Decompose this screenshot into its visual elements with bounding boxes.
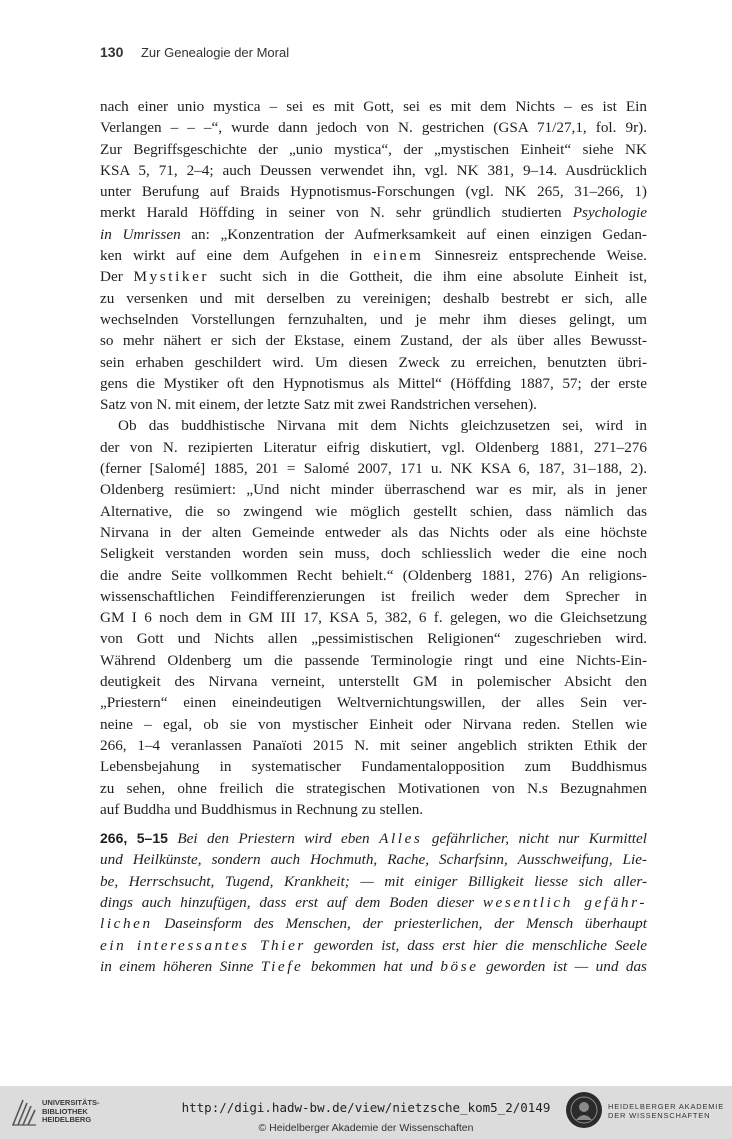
text-line: wechselnden Vorstellungen fernzuhalten, und je mehr ihm dieses gelingt, um [100,310,647,328]
text-line: Alternative, die so zwingend wie möglich gestellt schien, dass nämlich das [100,502,647,520]
text-line: Während Oldenberg um die passende Terminologie ringt und eine Nichts-Ein- [100,651,647,669]
text-line: Lebensbejahung in systematischer Fundamentalopposition zum Buddhismus [100,758,647,776]
text-line: gens die Mystiker oft den Hypnotismus als Mittel“ (Höffding 1887, 57; der erste [100,374,647,392]
text-line: und Heilkünste, sondern auch Hochmuth, Rache, Scharfsinn, Ausschweifung, Lie- [100,851,647,869]
text-line: neine – egal, ob sie von mystischer Einheit oder Nirvana reden. Stellen wie [100,715,647,733]
academy-seal-icon [566,1092,602,1128]
text-line [100,245,647,266]
text-line: Zur Begriffsgeschichte der „unio mystica“, der „mystischen Einheit“ siehe NK [100,140,647,158]
text-line [100,913,647,934]
spaced-emphasis: lichen [100,915,153,933]
main-text [100,96,647,977]
digitization-footer [0,1086,732,1139]
text-segment: geworden ist, dass erst hier die menschliche Seele [305,936,647,954]
text-line: be, Herrschsucht, Tugend, Krankheit; — mit einiger Billigkeit liesse sich aller- [100,872,647,890]
text-line: zu sehen, ohne freilich die strategischen Motivationen von N.s Bezugnahmen [100,779,647,797]
running-header [100,44,660,60]
text-line: zu versenken und mit derselben zu vereinigen; deshalb bestrebt er sich, alle [100,289,647,307]
spaced-emphasis: Tiefe [260,957,304,975]
text-segment: dings auch hinzufügen, dass erst auf dem Boden dieser [100,893,483,911]
text-line: von Gott und Nichts allen „pessimistischen Religionen“ zugeschrieben wird. [100,630,647,648]
text-line: Verlangen – – –“, wurde dann jedoch von N. gestrichen (GSA 71/27,1, fol. 9r). [100,119,647,137]
text-line: wissenschaftlichen Feindifferenzierungen ist freilich weder dem Sprecher in [100,587,647,605]
text-line: KSA 5, 71, 2–4; auch Deussen verwendet ihn, vgl. NK 381, 9–14. Ausdrücklich [100,161,647,179]
logo-text-line: BIBLIOTHEK [42,1106,88,1116]
spaced-emphasis: böse [440,957,479,975]
text-line: Nirvana in der alten Gemeinde entweder als das Nichts oder als eine höchste [100,523,647,541]
text-segment: merkt Harald Höffding in seiner von N. sehr gründlich studierten [100,204,573,222]
spaced-emphasis: Mystiker [133,268,210,286]
text-line: unter Berufung auf Braids Hypnotismus-Forschungen (vgl. NK 265, 31–266, 1) [100,183,647,201]
logo-text-line: HEIDELBERG [42,1115,92,1124]
text-line: sein erhaben geschildert wird. Um diesen Zweck zu erreichen, benutzten übri- [100,353,647,371]
text-line: nach einer unio mystica – sei es mit Gott, sei es mit dem Nichts – es ist Ein [100,98,647,115]
text-segment: gefährlicher, nicht nur Kurmittel [422,830,647,848]
text-line: die andre Seite vollkommen Recht behielt.“ (Oldenberg 1881, 276) An religions- [100,566,647,584]
text-line: Oldenberg resümiert: „Und nicht minder überraschend war es mir, als in jener [100,481,647,499]
commentary-entry [100,828,647,977]
text-segment: Sinnesreiz entsprechende Weise. [423,247,647,265]
academy-logo [566,1092,732,1134]
book-title-emphasis: in Umrissen [100,225,181,243]
text-segment: geworden ist — und das [478,957,647,975]
logo-text-line: HEIDELBERGER AKADEMIE [608,1102,724,1111]
text-line [100,935,647,956]
text-line: der von N. rezipierten Literatur eifrig diskutiert, vgl. Oldenberg 1881, 271–276 [100,438,647,456]
text-segment: bekommen hat und [303,957,441,975]
text-line: deutigkeit des Nirvana verneint, unterstellt GM in polemischer Absicht den [100,673,647,691]
text-segment: Daseinsform des Menschen, der priesterlichen, der Mensch überhaupt [152,915,647,933]
text-line: Ob das buddhistische Nirvana mit dem Nichts gleichzusetzen sei, wird in [118,417,647,435]
text-segment: sucht sich in die Gottheit, die ihm eine absolute Einheit ist, [209,268,647,286]
text-line [100,224,647,245]
text-line [100,202,647,223]
text-line [100,892,647,913]
text-segment: Der [100,268,134,286]
text-line: (ferner [Salomé] 1885, 201 = Salomé 2007, 171 u. NK KSA 6, 187, 31–188, 2). [100,460,647,478]
lemma-reference: 266, 5–15 [100,830,168,847]
paragraph-2 [100,415,647,820]
paragraph-1 [100,96,647,415]
source-url-link[interactable]: http://digi.hadw-bw.de/view/nietzsche_kom5_2/0149 [181,1100,551,1115]
text-line: so mehr nähert er sich der Ekstase, einem Zustand, der als über alles Bewusst- [100,332,647,350]
logo-text-line: UNIVERSITÄTS- [42,1098,100,1107]
text-line [100,266,647,287]
logo-text-line: DER WISSENSCHAFTEN [608,1111,711,1120]
text-line: auf Buddha und Buddhismus in Rechnung zu stellen. [100,800,424,818]
text-segment: an: „Konzentration der Aufmerksamkeit auf einen einzigen Gedan- [180,225,647,243]
text-line [100,956,647,977]
text-segment: in einem höheren Sinne [100,957,261,975]
page-number: 130 [100,44,124,60]
text-line: 266, 1–4 veranlassen Panaïoti 2015 N. mit seiner angeblich strikten Ethik der [100,736,647,754]
text-segment: Bei den Priestern wird eben [177,830,380,848]
text-line: „Priestern“ einen eineindeutigen Weltvernichtungswillen, der alles Sein ver- [100,694,647,712]
spaced-emphasis: einem [373,247,424,265]
copyright-notice: © Heidelberger Akademie der Wissenschaften [258,1122,474,1134]
text-segment: ken wirkt auf eine dem Aufgehen in [100,247,374,265]
running-title: Zur Genealogie der Moral [140,45,290,60]
text-line [100,828,647,849]
text-line: Satz von N. mit einem, der letzte Satz mit zwei Randstrichen versehen). [100,396,537,414]
text-line: Seligkeit verstanden worden sein muss, doch schliesslich weder die eine noch [100,545,647,563]
spaced-emphasis: wesentlich gefähr- [482,893,647,911]
text-line: GM I 6 noch dem in GM III 17, KSA 5, 382, 6 f. gelegen, wo die Gleichsetzung [100,609,647,627]
spaced-emphasis: ein interessantes Thier [100,936,306,954]
book-title-emphasis: Psychologie [572,204,647,222]
spaced-emphasis: Alles [379,830,423,848]
